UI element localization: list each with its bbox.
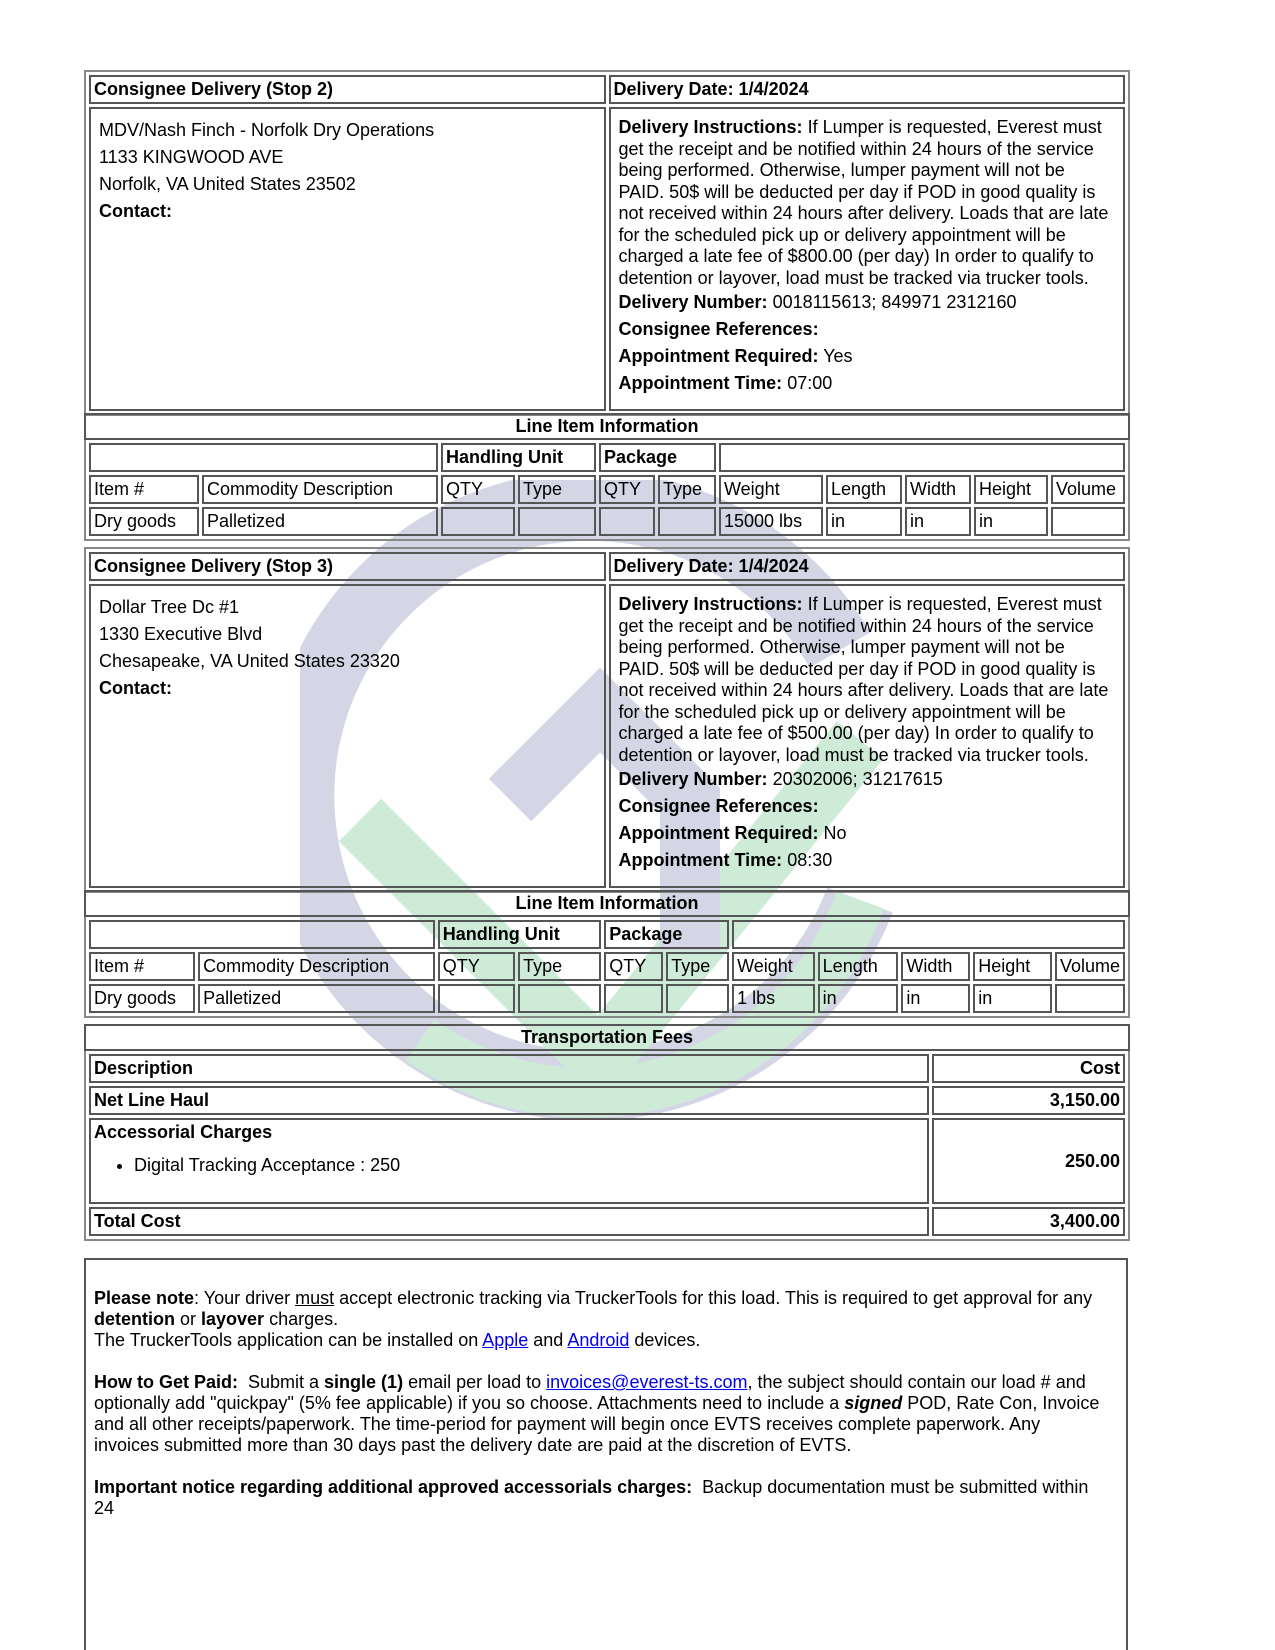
table-cell: Palletized <box>202 507 438 536</box>
apple-link[interactable]: Apple <box>482 1330 529 1350</box>
stop2-references: Consignee References: <box>618 319 819 339</box>
fees-section <box>84 1024 1130 1241</box>
stop3-references: Consignee References: <box>618 796 819 816</box>
stop2-address-line: 1133 KINGWOOD AVE <box>99 147 284 167</box>
stop2-instructions-cell <box>609 107 1126 411</box>
stop3-section <box>84 547 1130 893</box>
stop3-delivery-date: Delivery Date: 1/4/2024 <box>609 552 1126 581</box>
column-header: Weight <box>719 475 823 504</box>
line-items-1-section <box>84 413 1130 541</box>
table-cell: Dry goods <box>89 507 199 536</box>
fees-description-header: Description <box>89 1054 929 1083</box>
blank-cell <box>732 920 1125 949</box>
column-header: Commodity Description <box>198 952 435 981</box>
tracking-note: Please note: Your driver must accept electronic tracking via TruckerTools for this load. This is required to get approval for any detention or layover charges. The TruckerTools application can be installed on Apple and Android devices. <box>94 1288 1093 1350</box>
table-cell: in <box>901 984 970 1013</box>
table-header-row <box>89 475 1125 504</box>
total-cost-label: Total Cost <box>89 1207 929 1236</box>
accessorial-label: Accessorial Charges <box>94 1122 273 1142</box>
table-cell <box>441 507 515 536</box>
column-header: Height <box>974 475 1048 504</box>
stop3-address-line: Chesapeake, VA United States 23320 <box>99 651 400 671</box>
table-cell <box>604 984 663 1013</box>
column-header: Type <box>518 475 596 504</box>
column-header: Width <box>905 475 971 504</box>
column-header: Height <box>973 952 1052 981</box>
column-header: Type <box>658 475 716 504</box>
stop3-address-line: 1330 Executive Blvd <box>99 624 263 644</box>
column-header: QTY <box>599 475 655 504</box>
stop2-header: Consignee Delivery (Stop 2) <box>89 75 606 104</box>
table-cell <box>1051 507 1125 536</box>
accessorial-cost: 250.00 <box>932 1118 1125 1204</box>
column-header: Item # <box>89 475 199 504</box>
accessorial-item: • Digital Tracking Acceptance : 250 <box>134 1155 924 1176</box>
table-cell: in <box>905 507 971 536</box>
column-header: Volume <box>1055 952 1125 981</box>
stop3-appt-required: Appointment Required: No <box>618 823 847 843</box>
blank-cell <box>89 443 438 472</box>
handling-unit-header: Handling Unit <box>441 443 596 472</box>
column-header: QTY <box>604 952 663 981</box>
android-link[interactable]: Android <box>567 1330 630 1350</box>
table-cell: Palletized <box>198 984 435 1013</box>
column-header: Length <box>818 952 899 981</box>
table-cell <box>658 507 716 536</box>
package-header: Package <box>604 920 729 949</box>
table-cell <box>599 507 655 536</box>
column-header: QTY <box>441 475 515 504</box>
payment-note: How to Get Paid: Submit a single (1) email per load to invoices@everest-ts.com, the subject should contain our load # and optionally add "quickpay" (5% fee applicable) if you so choose. Attachments need to include a signed POD, Rate Con, Invoice and all other receipts/paperwork. The time-period for payment will begin once EVTS receives complete paperwork. Any invoices submitted more than 30 days past the delivery date are paid at the discretion of EVTS. <box>94 1372 1100 1455</box>
table-cell: 15000 lbs <box>719 507 823 536</box>
stop3-instructions-cell <box>609 584 1126 888</box>
net-line-haul-value: 3,150.00 <box>932 1086 1125 1115</box>
blank-cell <box>89 920 435 949</box>
stop2-contact-label: Contact: <box>99 201 172 221</box>
table-cell: 1 lbs <box>732 984 815 1013</box>
fees-title: Transportation Fees <box>84 1024 1130 1051</box>
column-header: Weight <box>732 952 815 981</box>
column-header: Width <box>901 952 970 981</box>
total-cost-value: 3,400.00 <box>932 1207 1125 1236</box>
stop2-address-line: MDV/Nash Finch - Norfolk Dry Operations <box>99 120 435 140</box>
table-cell <box>666 984 729 1013</box>
fees-cost-header: Cost <box>932 1054 1125 1083</box>
stop2-section <box>84 70 1130 416</box>
stop2-delivery-number: Delivery Number: 0018115613; 849971 2312160 <box>618 292 1017 312</box>
stop3-address-cell <box>89 584 606 888</box>
table-cell: Dry goods <box>89 984 195 1013</box>
blank-cell <box>719 443 1125 472</box>
table-cell <box>518 507 596 536</box>
accessorials-notice: Important notice regarding additional approved accessorials charges: Backup documentation must be submitted within 24 <box>94 1477 1094 1518</box>
stop3-address-line: Dollar Tree Dc #1 <box>99 597 240 617</box>
stop2-appt-required: Appointment Required: Yes <box>618 346 853 366</box>
handling-unit-header: Handling Unit <box>438 920 602 949</box>
stop3-header: Consignee Delivery (Stop 3) <box>89 552 606 581</box>
line-items-2-section <box>84 890 1130 1018</box>
table-cell <box>518 984 601 1013</box>
package-header: Package <box>599 443 716 472</box>
column-header: Type <box>666 952 729 981</box>
stop3-contact-label: Contact: <box>99 678 172 698</box>
column-header: QTY <box>438 952 515 981</box>
table-header-row <box>89 952 1125 981</box>
stop2-address-cell <box>89 107 606 411</box>
stop2-appt-time: Appointment Time: 07:00 <box>618 373 833 393</box>
stop2-delivery-date: Delivery Date: 1/4/2024 <box>609 75 1126 104</box>
stop2-instructions: Delivery Instructions: If Lumper is requested, Everest must get the receipt and be notified within 24 hours of the service being performed. Otherwise, lumper payment will not be PAID. 50$ will be deducted per day if POD in good quality is not received within 24 hours after delivery. Loads that are late for the scheduled pick up or delivery appointment will be charged a late fee of $800.00 (per day) In order to qualify to detention or layover, load must be tracked via trucker tools. <box>618 117 1109 288</box>
accessorial-list <box>94 1155 924 1176</box>
accessorial-cell <box>89 1118 929 1204</box>
column-header: Item # <box>89 952 195 981</box>
invoice-email-link[interactable]: invoices@everest-ts.com <box>546 1372 748 1392</box>
table-cell <box>1055 984 1125 1013</box>
column-header: Type <box>518 952 601 981</box>
table-cell: in <box>973 984 1052 1013</box>
line-items-2-title: Line Item Information <box>84 890 1130 917</box>
stop3-delivery-number: Delivery Number: 20302006; 31217615 <box>618 769 943 789</box>
column-header: Length <box>826 475 902 504</box>
net-line-haul-label: Net Line Haul <box>89 1086 929 1115</box>
stop3-appt-time: Appointment Time: 08:30 <box>618 850 833 870</box>
stop2-address-line: Norfolk, VA United States 23502 <box>99 174 356 194</box>
table-cell <box>438 984 515 1013</box>
table-row <box>89 507 1125 536</box>
table-cell: in <box>818 984 899 1013</box>
stop3-instructions: Delivery Instructions: If Lumper is requested, Everest must get the receipt and be notified within 24 hours of the service being performed. Otherwise, lumper payment will not be PAID. 50$ will be deducted per day if POD in good quality is not received within 24 hours after delivery. Loads that are late for the scheduled pick up or delivery appointment will be charged a late fee of $500.00 (per day) In order to qualify to detention or layover, load must be tracked via trucker tools. <box>618 594 1109 765</box>
notes-section <box>84 1258 1128 1650</box>
column-header: Volume <box>1051 475 1125 504</box>
table-cell: in <box>826 507 902 536</box>
line-items-1-title: Line Item Information <box>84 413 1130 440</box>
table-cell: in <box>974 507 1048 536</box>
column-header: Commodity Description <box>202 475 438 504</box>
table-row <box>89 984 1125 1013</box>
